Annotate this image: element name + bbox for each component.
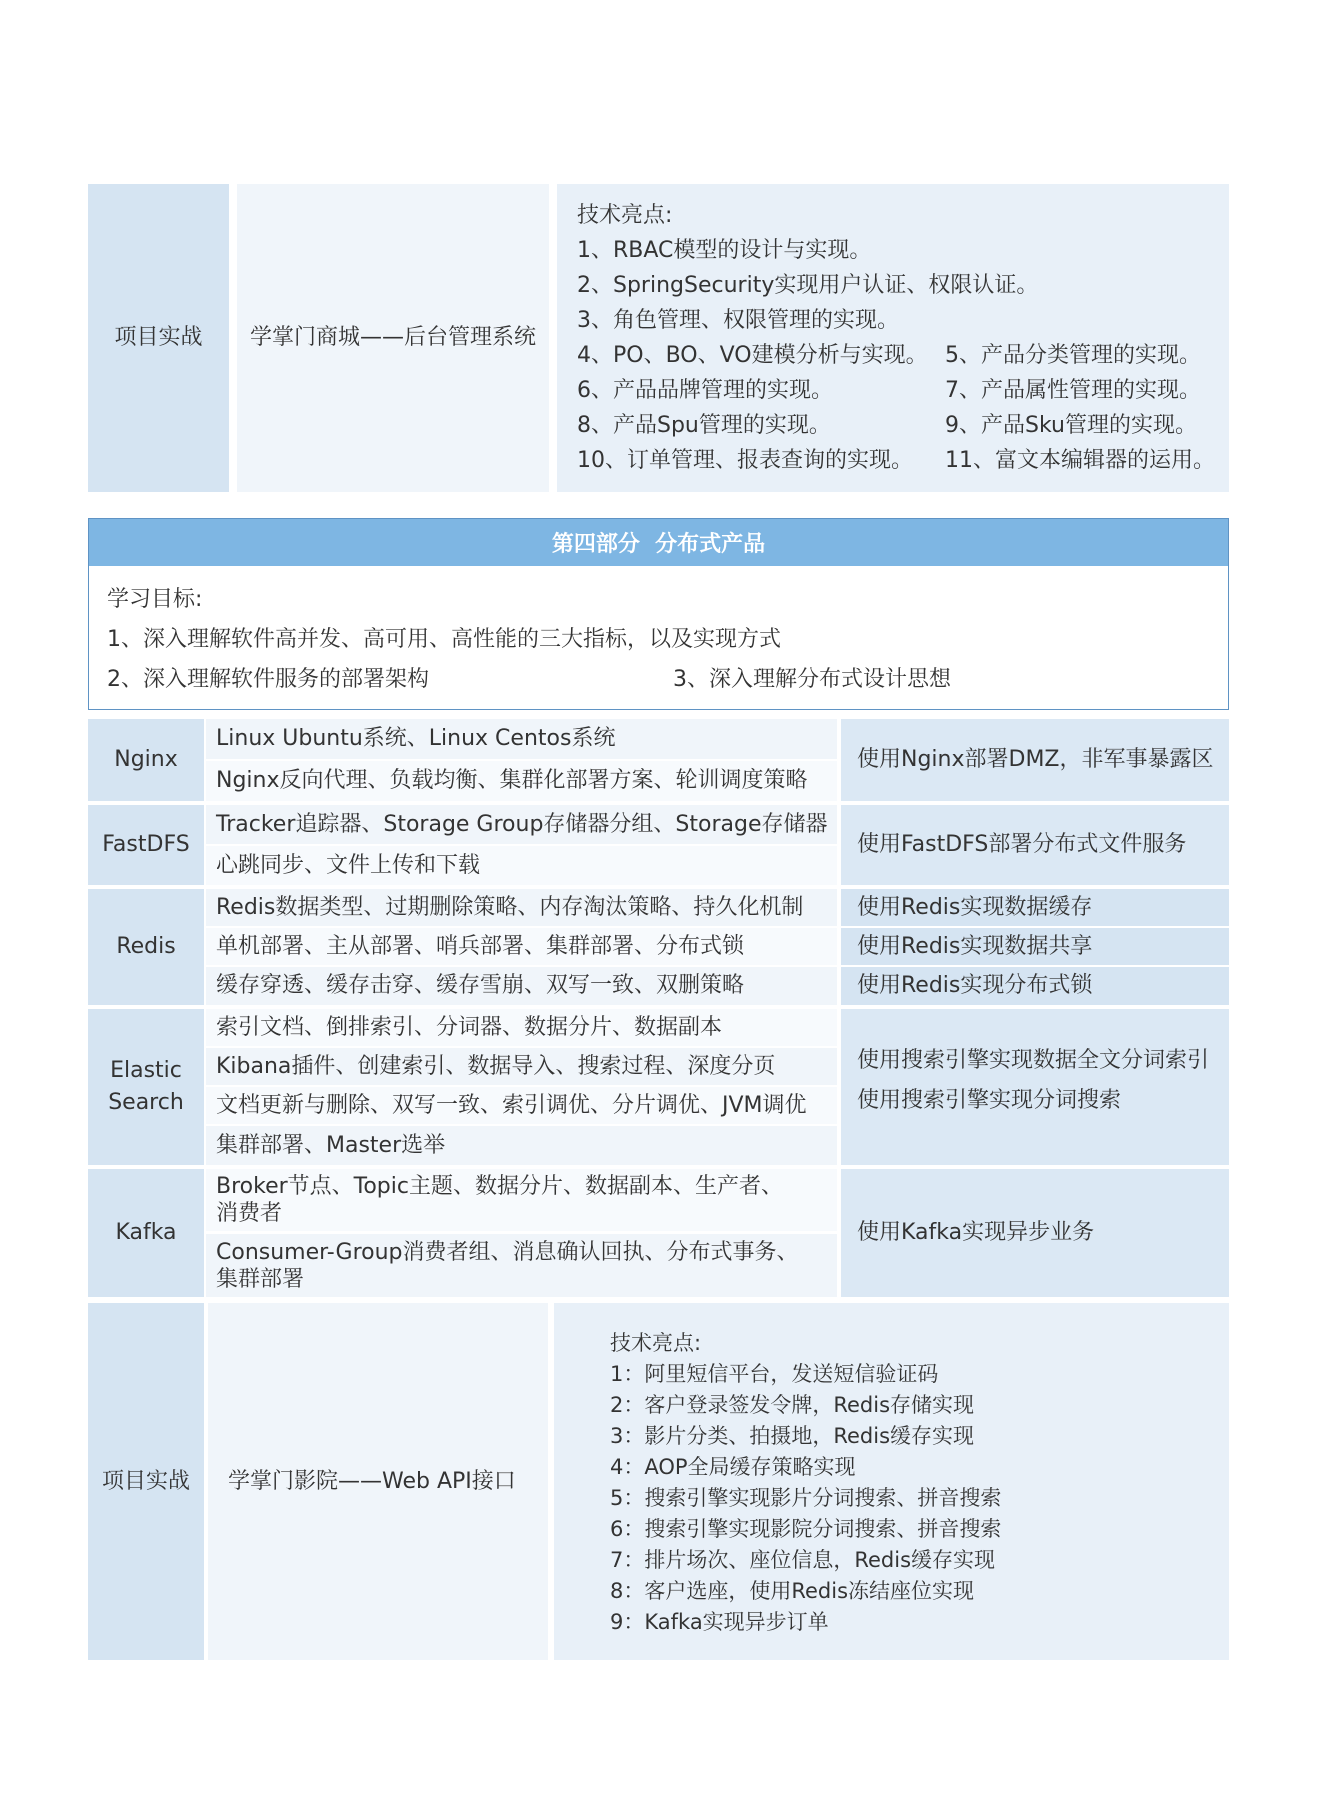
module-items-fastdfs [206,805,837,885]
module-usage-kafka [841,1169,1229,1297]
module-item [206,1234,837,1297]
module-item-text: 集群部署 [216,1266,305,1292]
module-item [206,1087,837,1124]
highlight-item: 1：阿里短信平台，发送短信验证码 [610,1362,939,1386]
highlight-item: 4：AOP全局缓存策略实现 [610,1455,856,1479]
module-item [206,1169,837,1231]
module-item-text: 集群部署、Master选举 [216,1132,446,1158]
usage-text: 使用Nginx部署DMZ，非军事暴露区 [857,747,1214,772]
highlight-item: 9：Kafka实现异步订单 [610,1610,829,1634]
module-item-text: Consumer-Group消费者组、消息确认回执、分布式事务、 [216,1239,799,1265]
bottom-project-name-text: 学掌门影院——Web API接口 [228,1468,516,1494]
usage-item [841,928,1229,965]
module-item-text: 心跳同步、文件上传和下载 [216,852,481,878]
module-item [206,1009,837,1046]
goal-pair [107,660,1228,700]
module-item-text: 缓存穿透、缓存击穿、缓存雪崩、双写一致、双删策略 [216,973,745,998]
module-name-line: Search [108,1090,184,1115]
module-item [206,967,837,1005]
module-item [206,1048,837,1085]
highlight-item: 7：排片场次、座位信息，Redis缓存实现 [610,1548,996,1572]
module-item [206,846,837,885]
module-item [206,761,837,801]
highlight-pair [577,338,1229,373]
bottom-project-label [88,1303,204,1660]
highlight-item: 9、产品Sku管理的实现。 [945,413,1197,438]
highlight-item: 8、产品Spu管理的实现。 [577,413,831,438]
usage-item [841,889,1229,926]
bottom-project-label-text: 项目实战 [101,1468,190,1494]
module-label-kafka [88,1169,204,1297]
section-title: 第四部分 分布式产品 [551,532,766,557]
module-items-kafka [206,1169,837,1297]
highlight-item: 4、PO、BO、VO建模分析与实现。 [577,343,928,368]
highlight-item: 10、订单管理、报表查询的实现。 [577,448,913,473]
module-items-nginx [206,719,837,801]
usage-text: 使用Redis实现数据缓存 [857,894,1093,920]
module-item-text: 索引文档、倒排索引、分词器、数据分片、数据副本 [216,1014,723,1040]
module-label-redis [88,889,204,1005]
highlight-item: 3、角色管理、权限管理的实现。 [577,308,899,333]
highlights-heading: 技术亮点: [577,203,673,228]
module-item-text: 文档更新与删除、双写一致、索引调优、分片调优、JVM调优 [216,1092,807,1118]
usage-item [841,967,1229,1005]
bottom-project-highlights [554,1303,1229,1660]
goal-item: 3、深入理解分布式设计思想 [673,667,951,692]
module-item [206,928,837,965]
module-name: Kafka [115,1220,177,1245]
highlight-item: 2：客户登录签发令牌，Redis存储实现 [610,1393,975,1417]
module-items-redis [206,889,837,1005]
module-items-elasticsearch [206,1009,837,1165]
top-project-name-text: 学掌门商城——后台管理系统 [249,325,536,350]
top-project-label-text: 项目实战 [114,325,203,350]
learning-goals [88,566,1229,710]
module-item-text: 消费者 [216,1201,283,1226]
module-item-text: 单机部署、主从部署、哨兵部署、集群部署、分布式锁 [216,933,745,959]
goal-item: 1、深入理解软件高并发、高可用、高性能的三大指标，以及实现方式 [107,627,781,652]
section-header [88,518,1229,566]
module-item [206,719,837,759]
highlight-item: 6、产品品牌管理的实现。 [577,378,833,403]
module-item [206,889,837,926]
highlight-item: 2、SpringSecurity实现用户认证、权限认证。 [577,273,1039,298]
goals-heading: 学习目标: [107,587,203,612]
highlight-item: 1、RBAC模型的设计与实现。 [577,238,872,263]
usage-text: 使用FastDFS部署分布式文件服务 [857,832,1187,857]
module-usage-fastdfs [841,805,1229,885]
highlight-item: 5：搜索引擎实现影片分词搜索、拼音搜索 [610,1486,1002,1510]
module-label-elasticsearch [88,1009,204,1165]
highlight-item: 3：影片分类、拍摄地，Redis缓存实现 [610,1424,975,1448]
goal-item: 2、深入理解软件服务的部署架构 [107,667,429,692]
module-item [206,805,837,844]
module-name: FastDFS [102,832,190,857]
top-project-highlights [557,184,1229,492]
module-label-fastdfs [88,805,204,885]
module-label-nginx [88,719,204,801]
usage-text: 使用搜索引擎实现分词搜索 [857,1088,1122,1113]
highlight-pair [577,443,1229,478]
highlight-item: 11、富文本编辑器的运用。 [945,448,1215,473]
module-name: Nginx [114,747,178,772]
module-item-text: Tracker追踪器、Storage Group存储器分组、Storage存储器 [216,811,828,837]
module-item-text: Kibana插件、创建索引、数据导入、搜索过程、深度分页 [216,1053,776,1079]
usage-text: 使用Redis实现分布式锁 [857,973,1093,998]
module-name: Redis [116,934,176,959]
highlight-pair [577,408,1229,443]
highlight-item: 8：客户选座，使用Redis冻结座位实现 [610,1579,975,1603]
highlight-item: 5、产品分类管理的实现。 [945,343,1201,368]
highlight-pair [577,373,1229,408]
top-project-label [88,184,229,492]
module-item [206,1126,837,1165]
module-name-line: Elastic [110,1058,182,1083]
module-item-text: Linux Ubuntu系统、Linux Centos系统 [216,726,616,751]
module-item-text: Redis数据类型、过期删除策略、内存淘汰策略、持久化机制 [216,894,804,920]
module-item-text: Nginx反向代理、负载均衡、集群化部署方案、轮训调度策略 [216,768,808,793]
usage-text: 使用Kafka实现异步业务 [857,1220,1095,1245]
highlight-item: 7、产品属性管理的实现。 [945,378,1201,403]
highlight-item: 6：搜索引擎实现影院分词搜索、拼音搜索 [610,1517,1002,1541]
top-project-name [237,184,549,492]
module-usage-redis [841,889,1229,1005]
module-item-text: Broker节点、Topic主题、数据分片、数据副本、生产者、 [216,1174,783,1199]
highlights-heading: 技术亮点: [610,1331,702,1355]
usage-text: 使用搜索引擎实现数据全文分词索引 [857,1048,1210,1073]
usage-text: 使用Redis实现数据共享 [857,933,1093,959]
bottom-project-name [208,1303,548,1660]
module-usage-nginx [841,719,1229,801]
module-usage-elasticsearch [841,1009,1229,1165]
